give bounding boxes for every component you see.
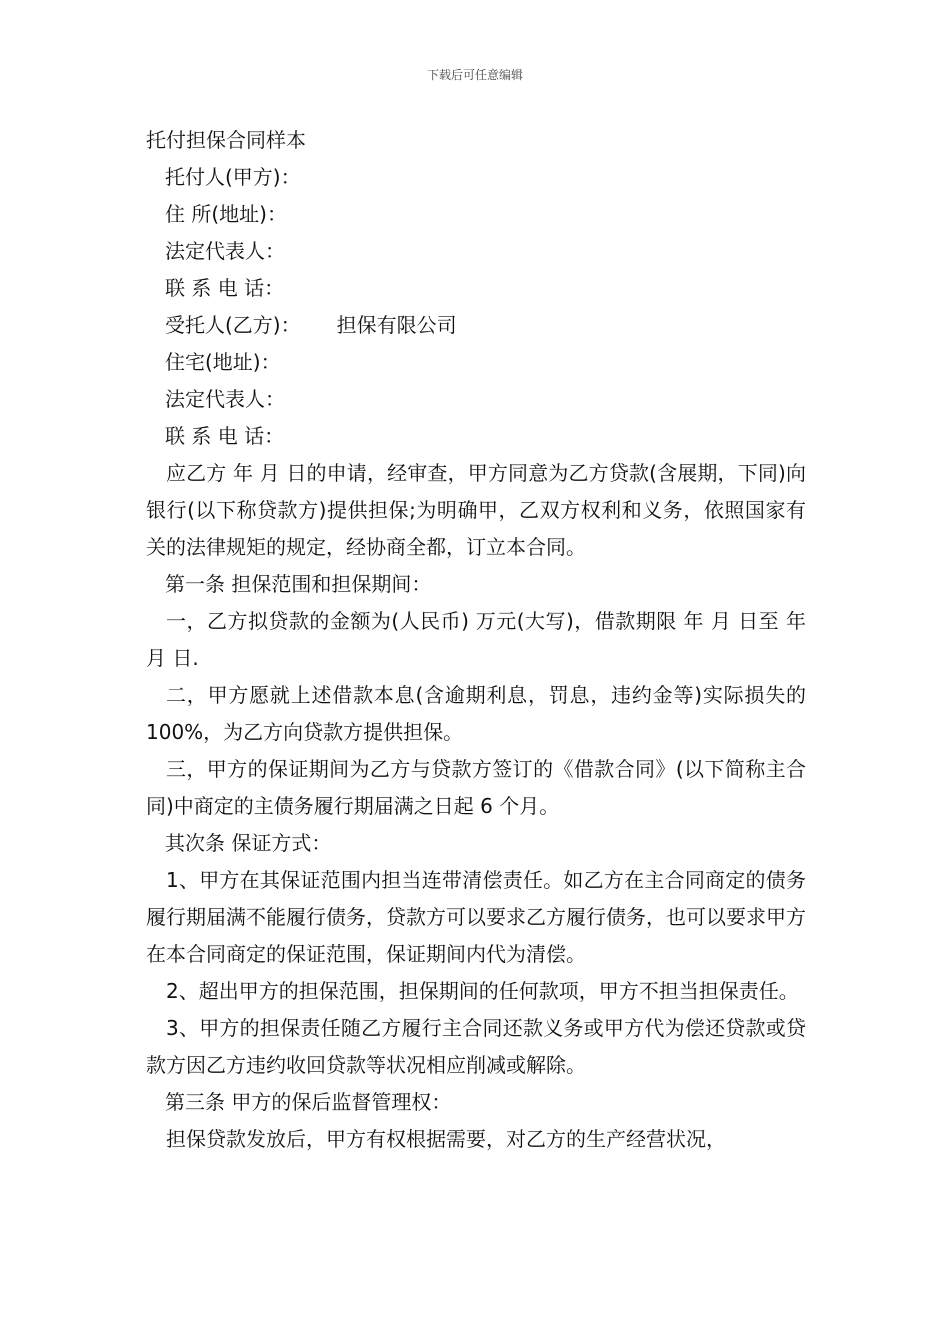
party-b-label: 受托人(乙方)： — [165, 313, 301, 337]
article2-item-2: 2、超出甲方的担保范围，担保期间的任何款项，甲方不担当担保责任。 — [166, 979, 799, 1003]
party-a-legal-rep: 法定代表人： — [165, 239, 285, 263]
article3-item-1: 担保贷款发放后，甲方有权根据需要，对乙方的生产经营状况， — [166, 1127, 726, 1151]
document-body — [146, 122, 826, 1158]
document-title: 托付担保合同样本 — [146, 128, 306, 152]
party-a-label: 托付人(甲方)： — [165, 165, 301, 189]
party-a-address: 住 所(地址)： — [165, 202, 287, 226]
article1-item-1: 一，乙方拟贷款的金额为(人民币) 万元(大写)，借款期限 年 月 日至 年 月 日. — [146, 609, 806, 670]
party-b-phone: 联 系 电 话： — [165, 424, 285, 448]
article2-heading: 其次条 保证方式： — [165, 831, 332, 855]
party-b-company: 担保有限公司 — [336, 313, 457, 337]
page-header: 下载后可任意编辑 — [426, 68, 523, 82]
article2-item-1: 1、甲方在其保证范围内担当连带清偿责任。如乙方在主合同商定的债务履行期届满不能履行债务，贷款方可以要求乙方履行债务，也可以要求甲方在本合同商定的保证范围，保证期间内代为清偿。 — [146, 868, 806, 966]
preamble-paragraph: 应乙方 年 月 日的申请，经审查，甲方同意为乙方贷款(含展期，下同)向 银行(以下称贷款方)提供担保;为明确甲，乙双方权利和义务，依照国家有关的法律规矩的规定，经协商全都，订立本合同。 — [146, 461, 826, 559]
article3-heading: 第三条 甲方的保后监督管理权： — [165, 1090, 452, 1114]
party-a-phone: 联 系 电 话： — [165, 276, 285, 300]
article1-item-3: 三，甲方的保证期间为乙方与贷款方签订的《借款合同》(以下简称主合同)中商定的主债务履行期届满之日起 6 个月。 — [146, 757, 806, 818]
article1-heading: 第一条 担保范围和担保期间： — [165, 572, 432, 596]
party-b-address: 住宅(地址)： — [165, 350, 281, 374]
article2-item-3: 3、甲方的担保责任随乙方履行主合同还款义务或甲方代为偿还贷款或贷款方因乙方违约收回贷款等状况相应削减或解除。 — [146, 1016, 806, 1077]
party-b-legal-rep: 法定代表人： — [165, 387, 285, 411]
party-b-line — [146, 307, 806, 344]
article1-item-2: 二，甲方愿就上述借款本息(含逾期利息，罚息，违约金等)实际损失的 100%，为乙方向贷款方提供担保。 — [146, 683, 806, 744]
